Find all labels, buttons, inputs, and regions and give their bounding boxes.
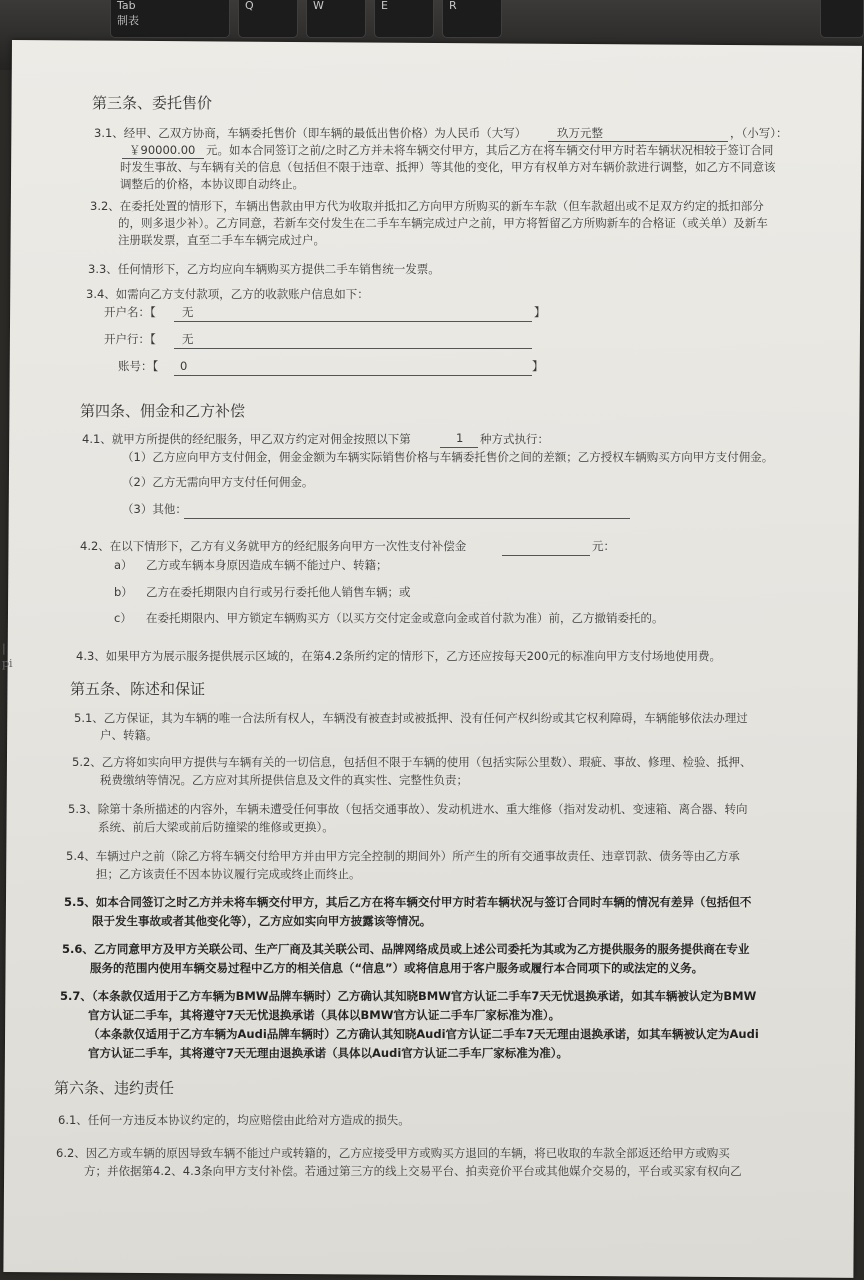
item-a-marker: a） — [114, 558, 133, 572]
clause-5-3-line-2: 系统、前后大梁或前后防撞梁的维修或更换）。 — [98, 820, 334, 834]
clause-6-1: 6.1、任何一方违反本协议约定的，均应赔偿由此给对方造成的损失。 — [58, 1113, 410, 1127]
commission-choice: 1 — [456, 431, 464, 445]
document-content — [12, 40, 862, 1272]
clause-5-4-line-1: 5.4、车辆过户之前（除乙方将车辆交付给甲方并由甲方完全控制的期间外）所产生的所有交通事故责任、违章罚款、债务等由乙方承 — [66, 849, 740, 863]
option-3-label: （3）其他： — [122, 502, 187, 516]
q-key-label: Q — [245, 0, 254, 12]
clause-3-4: 3.4、如需向乙方支付款项，乙方的收款账户信息如下： — [86, 287, 369, 301]
tab-key — [110, 0, 230, 38]
clause-3-3: 3.3、任何情形下，乙方均应向车辆购买方提供二手车销售统一发票。 — [88, 262, 440, 276]
e-key — [374, 0, 434, 38]
account-number-close: 】 — [532, 359, 544, 373]
tab-key-sublabel: 制表 — [117, 14, 139, 27]
clause-5-3-line-1: 5.3、除第十条所描述的内容外，车辆未遭受任何事故（包括交通事故）、发动机进水、重大维修（指对发动机、变速箱、离合器、转向 — [68, 802, 748, 816]
account-name-underline — [174, 321, 532, 322]
clause-4-1-b: 种方式执行： — [480, 432, 549, 446]
price-in-figures: ￥90000.00 — [129, 143, 196, 157]
price-in-words: 玖万元整 — [557, 126, 603, 140]
bank-label: 开户行：【 — [104, 332, 156, 346]
option-1: （1）乙方应向甲方支付佣金，佣金金额为车辆实际销售价格与车辆委托售价之间的差额；乙方授权车辆购买方向甲方支付佣金。 — [122, 450, 774, 464]
corner-key — [820, 0, 864, 38]
clause-5-2-line-1: 5.2、乙方将如实向甲方提供与车辆有关的一切信息，包括但不限于车辆的使用（包括实际公里数）、瑕疵、事故、修理、检验、抵押、 — [72, 755, 752, 769]
price-in-figures-label: ，（小写）： — [730, 126, 788, 140]
article-6-title: 第六条、违约责任 — [54, 1079, 175, 1097]
account-number-value: 0 — [180, 359, 188, 373]
clause-5-4-line-2: 担；乙方该责任不因本协议履行完成或终止而终止。 — [96, 867, 361, 881]
article-3-title: 第三条、委托售价 — [92, 94, 213, 112]
clause-5-1-line-1: 5.1、乙方保证，其为车辆的唯一合法所有权人，车辆没有被查封或被抵押、没有任何产权纠纷或其它权利障碍，车辆能够依法办理过 — [74, 711, 748, 725]
clause-4-1-a: 4.1、就甲方所提供的经纪服务，甲乙双方约定对佣金按照以下第 — [82, 432, 411, 446]
item-c-text: 在委托期限内、甲方锁定车辆购买方（以买方交付定金或意向金或首付款为准）前，乙方撤销委托的。 — [146, 611, 664, 625]
w-key-label: W — [313, 0, 324, 12]
clause-4-3: 4.3、如果甲方为展示服务提供展示区域的，在第4.2条所约定的情形下，乙方还应按每天200元的标准向甲方支付场地使用费。 — [76, 649, 722, 663]
account-number-underline — [174, 375, 532, 376]
clause-6-2-line-2: 方；并依据第4.2、4.3条向甲方支付补偿。若通过第三方的线上交易平台、拍卖竞价平台或其他媒介交易的，平台或买家有权向乙 — [84, 1164, 742, 1178]
clause-4-2-a: 4.2、在以下情形下，乙方有义务就甲方的经纪服务向甲方一次性支付补偿金 — [80, 539, 467, 553]
bank-underline — [174, 348, 532, 349]
edge-mark-2: pi — [2, 657, 13, 670]
clause-5-7-line-2: 官方认证二手车，其将遵守7天无忧退换承诺（具体以BMW官方认证二手车厂家标准为准）。 — [88, 1008, 561, 1022]
commission-choice-underline — [440, 447, 478, 448]
clause-3-2-line-2: 的，则多退少补）。乙方同意，若新车交付发生在二手车车辆完成过户之前，甲方将暂留乙方所购新车的合格证（或关单）及新车 — [118, 216, 768, 230]
compensation-underline — [502, 555, 590, 556]
item-a-text: 乙方或车辆本身原因造成车辆不能过户、转籍； — [146, 558, 388, 572]
item-b-marker: b） — [114, 585, 133, 599]
clause-5-6-line-2: 服务的范围内使用车辆交易过程中乙方的相关信息（“信息”）或将信息用于客户服务或履行本合同项下的或法定的义务。 — [90, 961, 704, 975]
r-key-label: R — [449, 0, 457, 12]
clause-5-1-line-2: 户、转籍。 — [100, 728, 158, 742]
e-key-label: E — [381, 0, 388, 12]
tab-key-label: Tab — [117, 0, 136, 12]
item-c-marker: c） — [114, 611, 132, 625]
option-3-underline — [184, 518, 630, 519]
clause-5-7-line-4: 官方认证二手车，其将遵守7天无理由退换承诺（具体以Audi官方认证二手车厂家标准为准）。 — [88, 1046, 569, 1060]
edge-mark-1: | — [2, 642, 6, 655]
clause-3-1-line-2: 元。如本合同签订之前/之时乙方并未将车辆交付甲方，其后乙方在将车辆交付甲方时若车辆状况相较于签订合同 — [206, 143, 774, 157]
article-5-title: 第五条、陈述和保证 — [70, 680, 206, 698]
account-number-label: 账号：【 — [118, 359, 159, 373]
q-key — [238, 0, 298, 38]
article-4-title: 第四条、佣金和乙方补偿 — [80, 402, 246, 420]
r-key — [442, 0, 502, 38]
clause-4-2-b: 元： — [592, 539, 615, 553]
clause-3-1-line-4: 调整后的价格，本协议即自动终止。 — [120, 177, 304, 191]
bank-value: 无 — [182, 332, 194, 346]
clause-5-6-line-1: 5.6、乙方同意甲方及甲方关联公司、生产厂商及其关联公司、品牌网络成员或上述公司委托为其或为乙方提供服务的服务提供商在专业 — [62, 942, 750, 956]
clause-3-2-line-3: 注册联发票，直至二手车车辆完成过户。 — [118, 233, 325, 247]
w-key — [306, 0, 366, 38]
account-name-close: 】 — [534, 305, 546, 319]
clause-5-7-line-1: 5.7、（本条款仅适用于乙方车辆为BMW品牌车辆时）乙方确认其知晓BMW官方认证二手车7天无忧退换承诺，如其车辆被认定为BMW — [60, 989, 757, 1003]
clause-5-7-line-3: （本条款仅适用于乙方车辆为Audi品牌车辆时）乙方确认其知晓Audi官方认证二手车7天无理由退换承诺，如其车辆被认定为Audi — [88, 1027, 759, 1041]
item-b-text: 乙方在委托期限内自行或另行委托他人销售车辆；或 — [146, 585, 411, 599]
clause-3-1-line-3: 时发生事故、与车辆有关的信息（包括但不限于违章、抵押）等其他的变化，甲方有权单方对车辆价款进行调整，如乙方不同意该 — [120, 160, 776, 174]
clause-6-2-line-1: 6.2、因乙方或车辆的原因导致车辆不能过户或转籍的，乙方应接受甲方或购买方退回的车辆，将已收取的车款全部返还给甲方或购买 — [56, 1146, 730, 1160]
option-2: （2）乙方无需向甲方支付任何佣金。 — [122, 475, 314, 489]
clause-3-1-line-1: 3.1、经甲、乙双方协商，车辆委托售价（即车辆的最低出售价格）为人民币（大写） — [94, 126, 527, 140]
clause-5-2-line-2: 税费缴纳等情况。乙方应对其所提供信息及文件的真实性、完整性负责； — [100, 773, 468, 787]
clause-3-2-line-1: 3.2、在委托处置的情形下，车辆出售款由甲方代为收取并抵扣乙方向甲方所购买的新车车款（但车款超出或不足双方约定的抵扣部分 — [90, 199, 764, 213]
account-name-label: 开户名：【 — [104, 305, 156, 319]
clause-5-5-line-2: 限于发生事故或者其他变化等），乙方应如实向甲方披露该等情况。 — [92, 914, 432, 928]
account-name-value: 无 — [182, 305, 194, 319]
clause-5-5-line-1: 5.5、如本合同签订之时乙方并未将车辆交付甲方，其后乙方在将车辆交付甲方时若车辆状况与签订合同时车辆的情况有差异（包括但不 — [64, 895, 752, 909]
